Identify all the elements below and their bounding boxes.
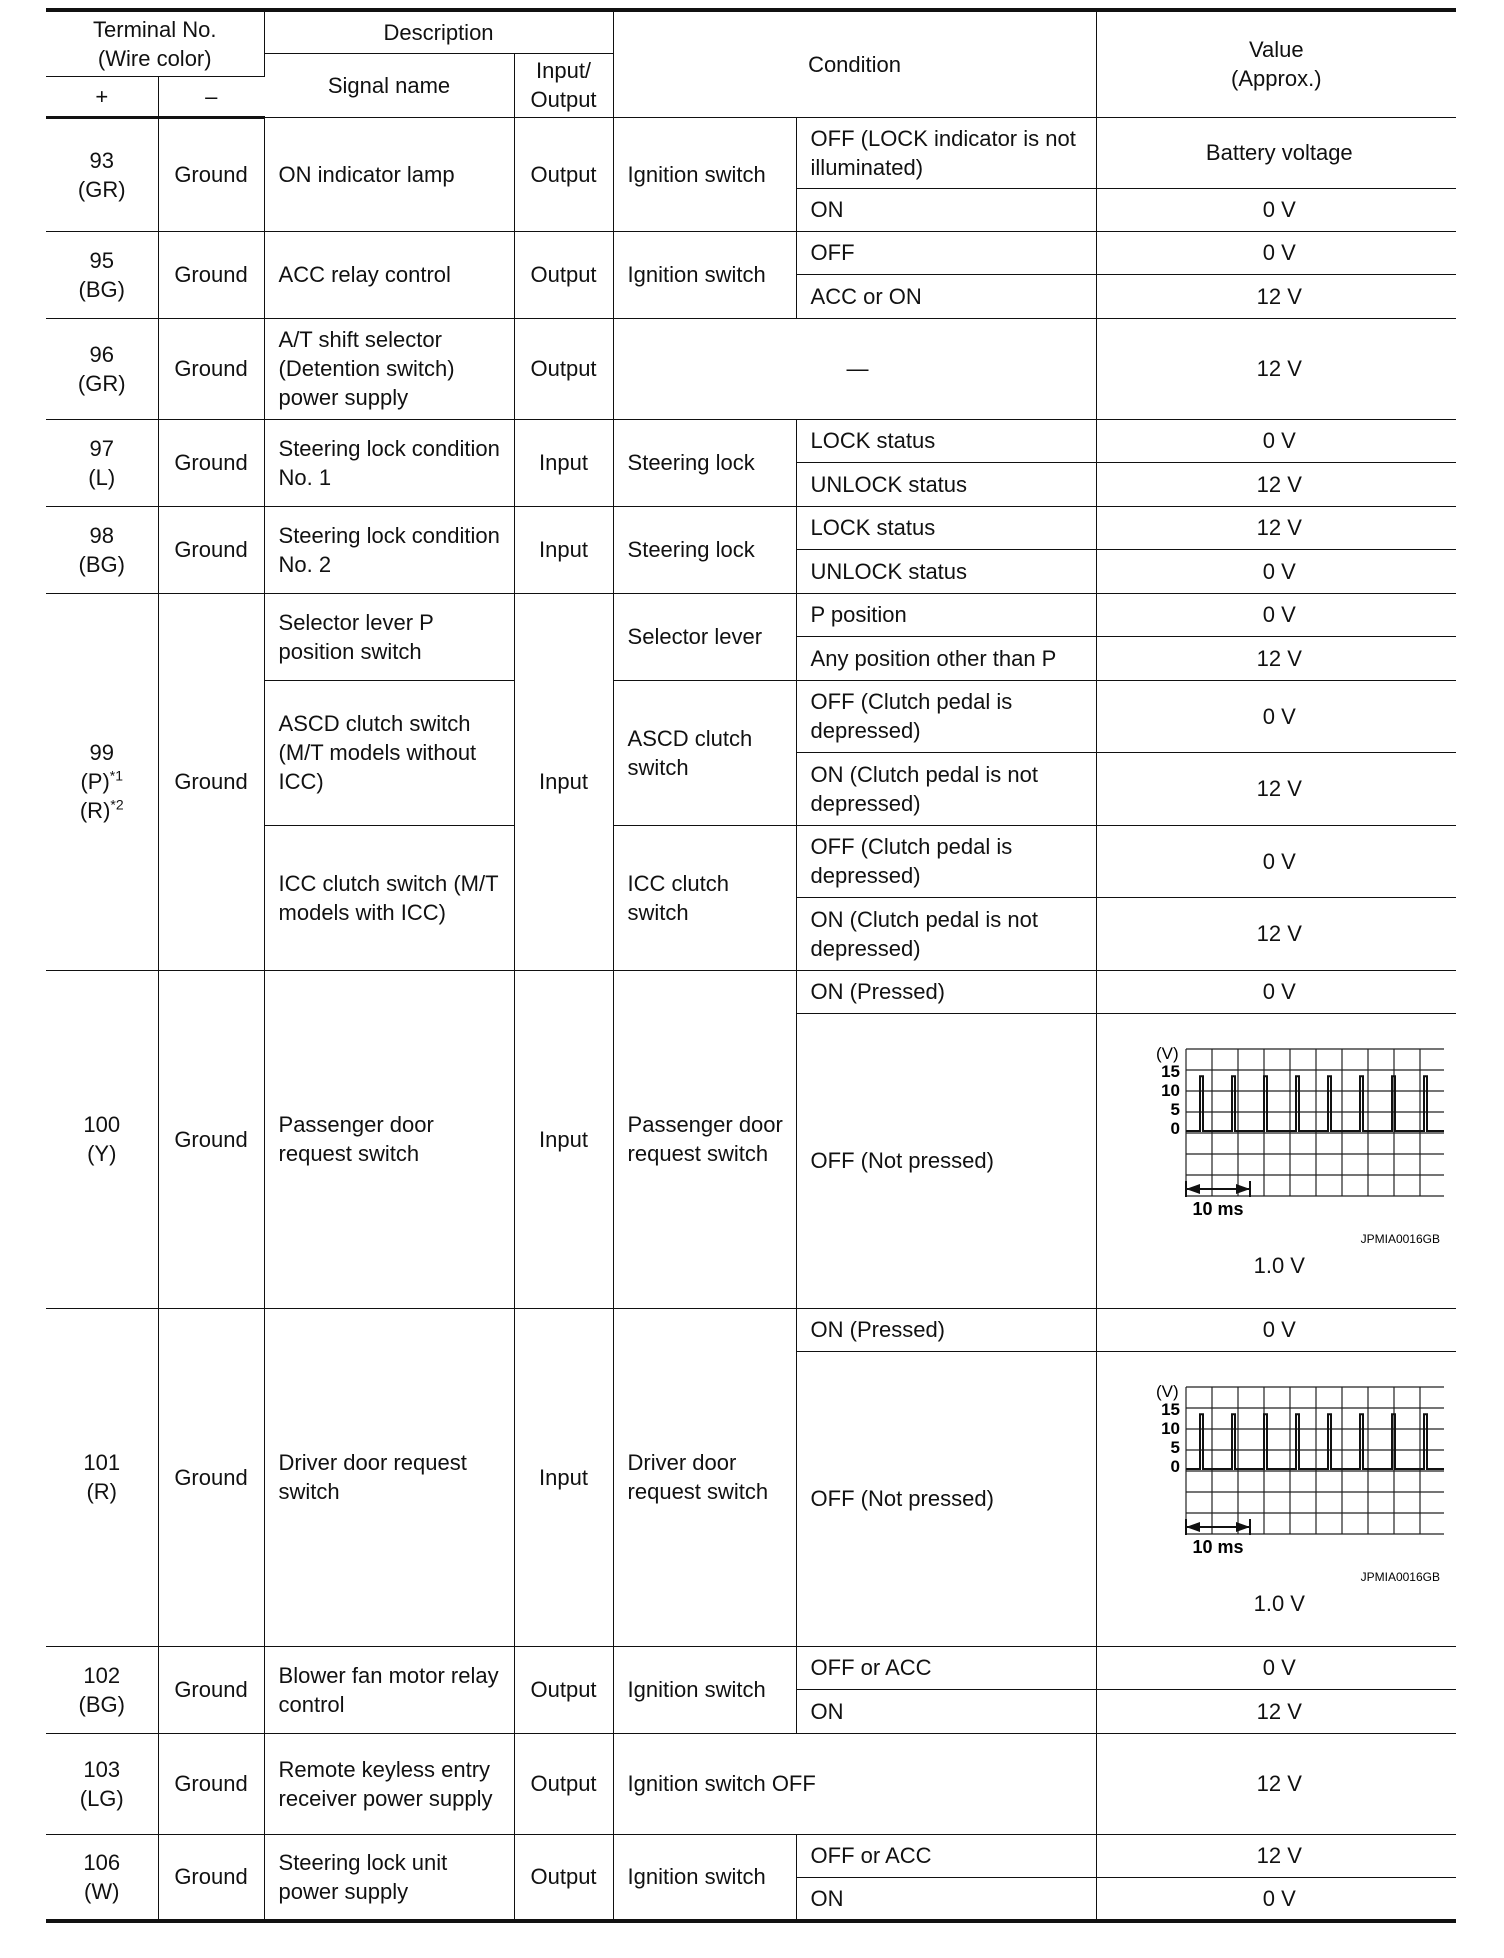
waveform xyxy=(1111,1041,1449,1280)
waveform-tick: 0 xyxy=(1170,1457,1181,1476)
waveform-unit: (V) xyxy=(1156,1044,1179,1063)
io-cell: Output xyxy=(514,1733,613,1834)
ground-cell: Ground xyxy=(158,970,264,1308)
state-cell: ON (Clutch pedal is not depressed) xyxy=(796,897,1096,970)
value-cell: 12 V xyxy=(1096,274,1456,318)
value-cell xyxy=(1096,1013,1456,1308)
waveform xyxy=(1111,1379,1449,1618)
waveform-grid xyxy=(1186,1049,1444,1196)
signal-name-cell: ASCD clutch switch (M/T models without ICC) xyxy=(264,680,514,825)
ground-cell: Ground xyxy=(158,1646,264,1733)
header-value: Value (Approx.) xyxy=(1096,10,1456,117)
state-cell: OFF (Clutch pedal is depressed) xyxy=(796,825,1096,897)
signal-name-cell: ICC clutch switch (M/T models with ICC) xyxy=(264,825,514,970)
table-row xyxy=(46,1308,1456,1351)
state-cell: Any position other than P xyxy=(796,636,1096,680)
state-cell: OFF (Not pressed) xyxy=(796,1013,1096,1308)
terminal-98: 98 (BG) xyxy=(46,506,158,593)
terminal-100: 100 (Y) xyxy=(46,970,158,1308)
terminal-96: 96 (GR) xyxy=(46,318,158,419)
value-cell: 0 V xyxy=(1096,680,1456,752)
ground-cell: Ground xyxy=(158,419,264,506)
table-row xyxy=(46,1834,1456,1877)
terminal-97: 97 (L) xyxy=(46,419,158,506)
table-row xyxy=(46,1646,1456,1689)
condition-cell: Ignition switch xyxy=(613,1834,796,1921)
state-cell: OFF or ACC xyxy=(796,1834,1096,1877)
waveform-tick: 0 xyxy=(1170,1119,1181,1138)
value-cell: 12 V xyxy=(1096,897,1456,970)
value-cell: 12 V xyxy=(1096,506,1456,549)
condition-cell: Passenger door request switch xyxy=(613,970,796,1308)
signal-name-cell: ACC relay control xyxy=(264,231,514,318)
terminal-103: 103 (LG) xyxy=(46,1733,158,1834)
io-cell: Input xyxy=(514,506,613,593)
waveform-tick: 5 xyxy=(1170,1438,1181,1457)
value-text: 1.0 V xyxy=(1253,1253,1305,1278)
io-cell: Output xyxy=(514,318,613,419)
condition-cell: Steering lock xyxy=(613,506,796,593)
io-cell: Input xyxy=(514,593,613,970)
value-cell: 0 V xyxy=(1096,188,1456,231)
state-cell: ON xyxy=(796,1689,1096,1733)
condition-cell: Selector lever xyxy=(613,593,796,680)
signal-name-cell: ON indicator lamp xyxy=(264,117,514,231)
waveform-tick: 15 xyxy=(1161,1062,1181,1081)
value-cell: 0 V xyxy=(1096,231,1456,274)
value-cell xyxy=(1096,1351,1456,1646)
figure-code: JPMIA0016GB xyxy=(1360,1570,1441,1584)
state-cell: LOCK status xyxy=(796,506,1096,549)
table-row xyxy=(46,231,1456,274)
condition-cell: — xyxy=(613,318,1096,419)
signal-name-cell: Driver door request switch xyxy=(264,1308,514,1646)
header-minus: – xyxy=(158,76,264,117)
value-cell: 0 V xyxy=(1096,419,1456,462)
timebase-label: 10 ms xyxy=(1192,1537,1244,1557)
state-cell: ON (Pressed) xyxy=(796,970,1096,1013)
waveform-graph xyxy=(1114,1379,1444,1589)
terminal-93: 93 (GR) xyxy=(46,117,158,231)
header-signal-name: Signal name xyxy=(264,53,514,117)
table-row xyxy=(46,593,1456,636)
ground-cell: Ground xyxy=(158,231,264,318)
state-cell: UNLOCK status xyxy=(796,462,1096,506)
table-row xyxy=(46,1733,1456,1834)
value-cell: 0 V xyxy=(1096,825,1456,897)
terminal-95: 95 (BG) xyxy=(46,231,158,318)
value-cell: 12 V xyxy=(1096,318,1456,419)
waveform-tick: 10 xyxy=(1161,1081,1181,1100)
value-cell: 12 V xyxy=(1096,636,1456,680)
ground-cell: Ground xyxy=(158,593,264,970)
value-cell: 0 V xyxy=(1096,549,1456,593)
signal-name-cell: Selector lever P position switch xyxy=(264,593,514,680)
condition-cell: Steering lock xyxy=(613,419,796,506)
io-cell: Input xyxy=(514,419,613,506)
value-cell: 0 V xyxy=(1096,1646,1456,1689)
signal-name-cell: Steering lock unit power supply xyxy=(264,1834,514,1921)
state-cell: LOCK status xyxy=(796,419,1096,462)
ground-cell: Ground xyxy=(158,1834,264,1921)
table-row xyxy=(46,970,1456,1013)
state-cell: ON (Clutch pedal is not depressed) xyxy=(796,752,1096,825)
state-cell: OFF (Clutch pedal is depressed) xyxy=(796,680,1096,752)
terminal-106: 106 (W) xyxy=(46,1834,158,1921)
table-row xyxy=(46,318,1456,419)
signal-name-cell: Steering lock condition No. 1 xyxy=(264,419,514,506)
condition-cell: Ignition switch xyxy=(613,1646,796,1733)
value-cell: 0 V xyxy=(1096,1308,1456,1351)
waveform-grid xyxy=(1186,1387,1444,1534)
state-cell: ON (Pressed) xyxy=(796,1308,1096,1351)
waveform-tick: 10 xyxy=(1161,1419,1181,1438)
waveform-unit: (V) xyxy=(1156,1382,1179,1401)
state-cell: OFF or ACC xyxy=(796,1646,1096,1689)
io-cell: Output xyxy=(514,1646,613,1733)
value-cell: 0 V xyxy=(1096,593,1456,636)
state-cell: OFF (Not pressed) xyxy=(796,1351,1096,1646)
figure-code: JPMIA0016GB xyxy=(1360,1232,1441,1246)
io-cell: Output xyxy=(514,1834,613,1921)
value-cell: 12 V xyxy=(1096,1733,1456,1834)
ground-cell: Ground xyxy=(158,506,264,593)
terminal-99: 99 $(P)^{*1}$ $(R)^{*2}$ xyxy=(46,593,158,970)
table-row xyxy=(46,117,1456,188)
table-row xyxy=(46,419,1456,462)
signal-name-cell: Blower fan motor relay control xyxy=(264,1646,514,1733)
ground-cell: Ground xyxy=(158,1733,264,1834)
value-cell: 12 V xyxy=(1096,1689,1456,1733)
header-terminal-no: Terminal No. (Wire color) xyxy=(46,10,264,76)
io-cell: Output xyxy=(514,117,613,231)
condition-cell: ASCD clutch switch xyxy=(613,680,796,825)
ground-cell: Ground xyxy=(158,117,264,231)
value-cell: 0 V xyxy=(1096,970,1456,1013)
ground-cell: Ground xyxy=(158,1308,264,1646)
condition-cell: Ignition switch xyxy=(613,231,796,318)
state-cell: ACC or ON xyxy=(796,274,1096,318)
state-cell: P position xyxy=(796,593,1096,636)
ground-cell: Ground xyxy=(158,318,264,419)
terminal-101: 101 (R) xyxy=(46,1308,158,1646)
state-cell: OFF (LOCK indicator is not illuminated) xyxy=(796,117,1096,188)
io-cell: Output xyxy=(514,231,613,318)
waveform-trace xyxy=(1186,1076,1444,1131)
io-cell: Input xyxy=(514,970,613,1308)
value-cell: 12 V xyxy=(1096,462,1456,506)
timebase-marker xyxy=(1182,1181,1254,1219)
signal-name-cell: Steering lock condition No. 2 xyxy=(264,506,514,593)
waveform-tick: 15 xyxy=(1161,1400,1181,1419)
terminal-102: 102 (BG) xyxy=(46,1646,158,1733)
signal-name-cell: Remote keyless entry receiver power supply xyxy=(264,1733,514,1834)
header-condition: Condition xyxy=(613,10,1096,117)
value-cell: 12 V xyxy=(1096,1834,1456,1877)
waveform-graph xyxy=(1114,1041,1444,1251)
timebase-label: 10 ms xyxy=(1192,1199,1244,1219)
io-cell: Input xyxy=(514,1308,613,1646)
value-cell: 12 V xyxy=(1096,752,1456,825)
table-row xyxy=(46,506,1456,549)
terminal-table-document xyxy=(46,8,1456,1923)
state-cell: ON xyxy=(796,188,1096,231)
state-cell: OFF xyxy=(796,231,1096,274)
state-cell: ON xyxy=(796,1877,1096,1921)
value-cell: Battery voltage xyxy=(1096,117,1456,188)
header-plus: + xyxy=(46,76,158,117)
waveform-tick: 5 xyxy=(1170,1100,1181,1119)
condition-cell: Driver door request switch xyxy=(613,1308,796,1646)
timebase-marker xyxy=(1182,1519,1254,1557)
waveform-trace xyxy=(1186,1414,1444,1469)
value-cell: 0 V xyxy=(1096,1877,1456,1921)
condition-cell: Ignition switch OFF xyxy=(613,1733,1096,1834)
header-input-output: Input/ Output xyxy=(514,53,613,117)
state-cell: UNLOCK status xyxy=(796,549,1096,593)
terminal-table xyxy=(46,8,1456,1923)
signal-name-cell: A/T shift selector (Detention switch) power supply xyxy=(264,318,514,419)
value-text: 1.0 V xyxy=(1253,1591,1305,1616)
condition-cell: Ignition switch xyxy=(613,117,796,231)
condition-cell: ICC clutch switch xyxy=(613,825,796,970)
header-description: Description xyxy=(264,10,613,53)
signal-name-cell: Passenger door request switch xyxy=(264,970,514,1308)
